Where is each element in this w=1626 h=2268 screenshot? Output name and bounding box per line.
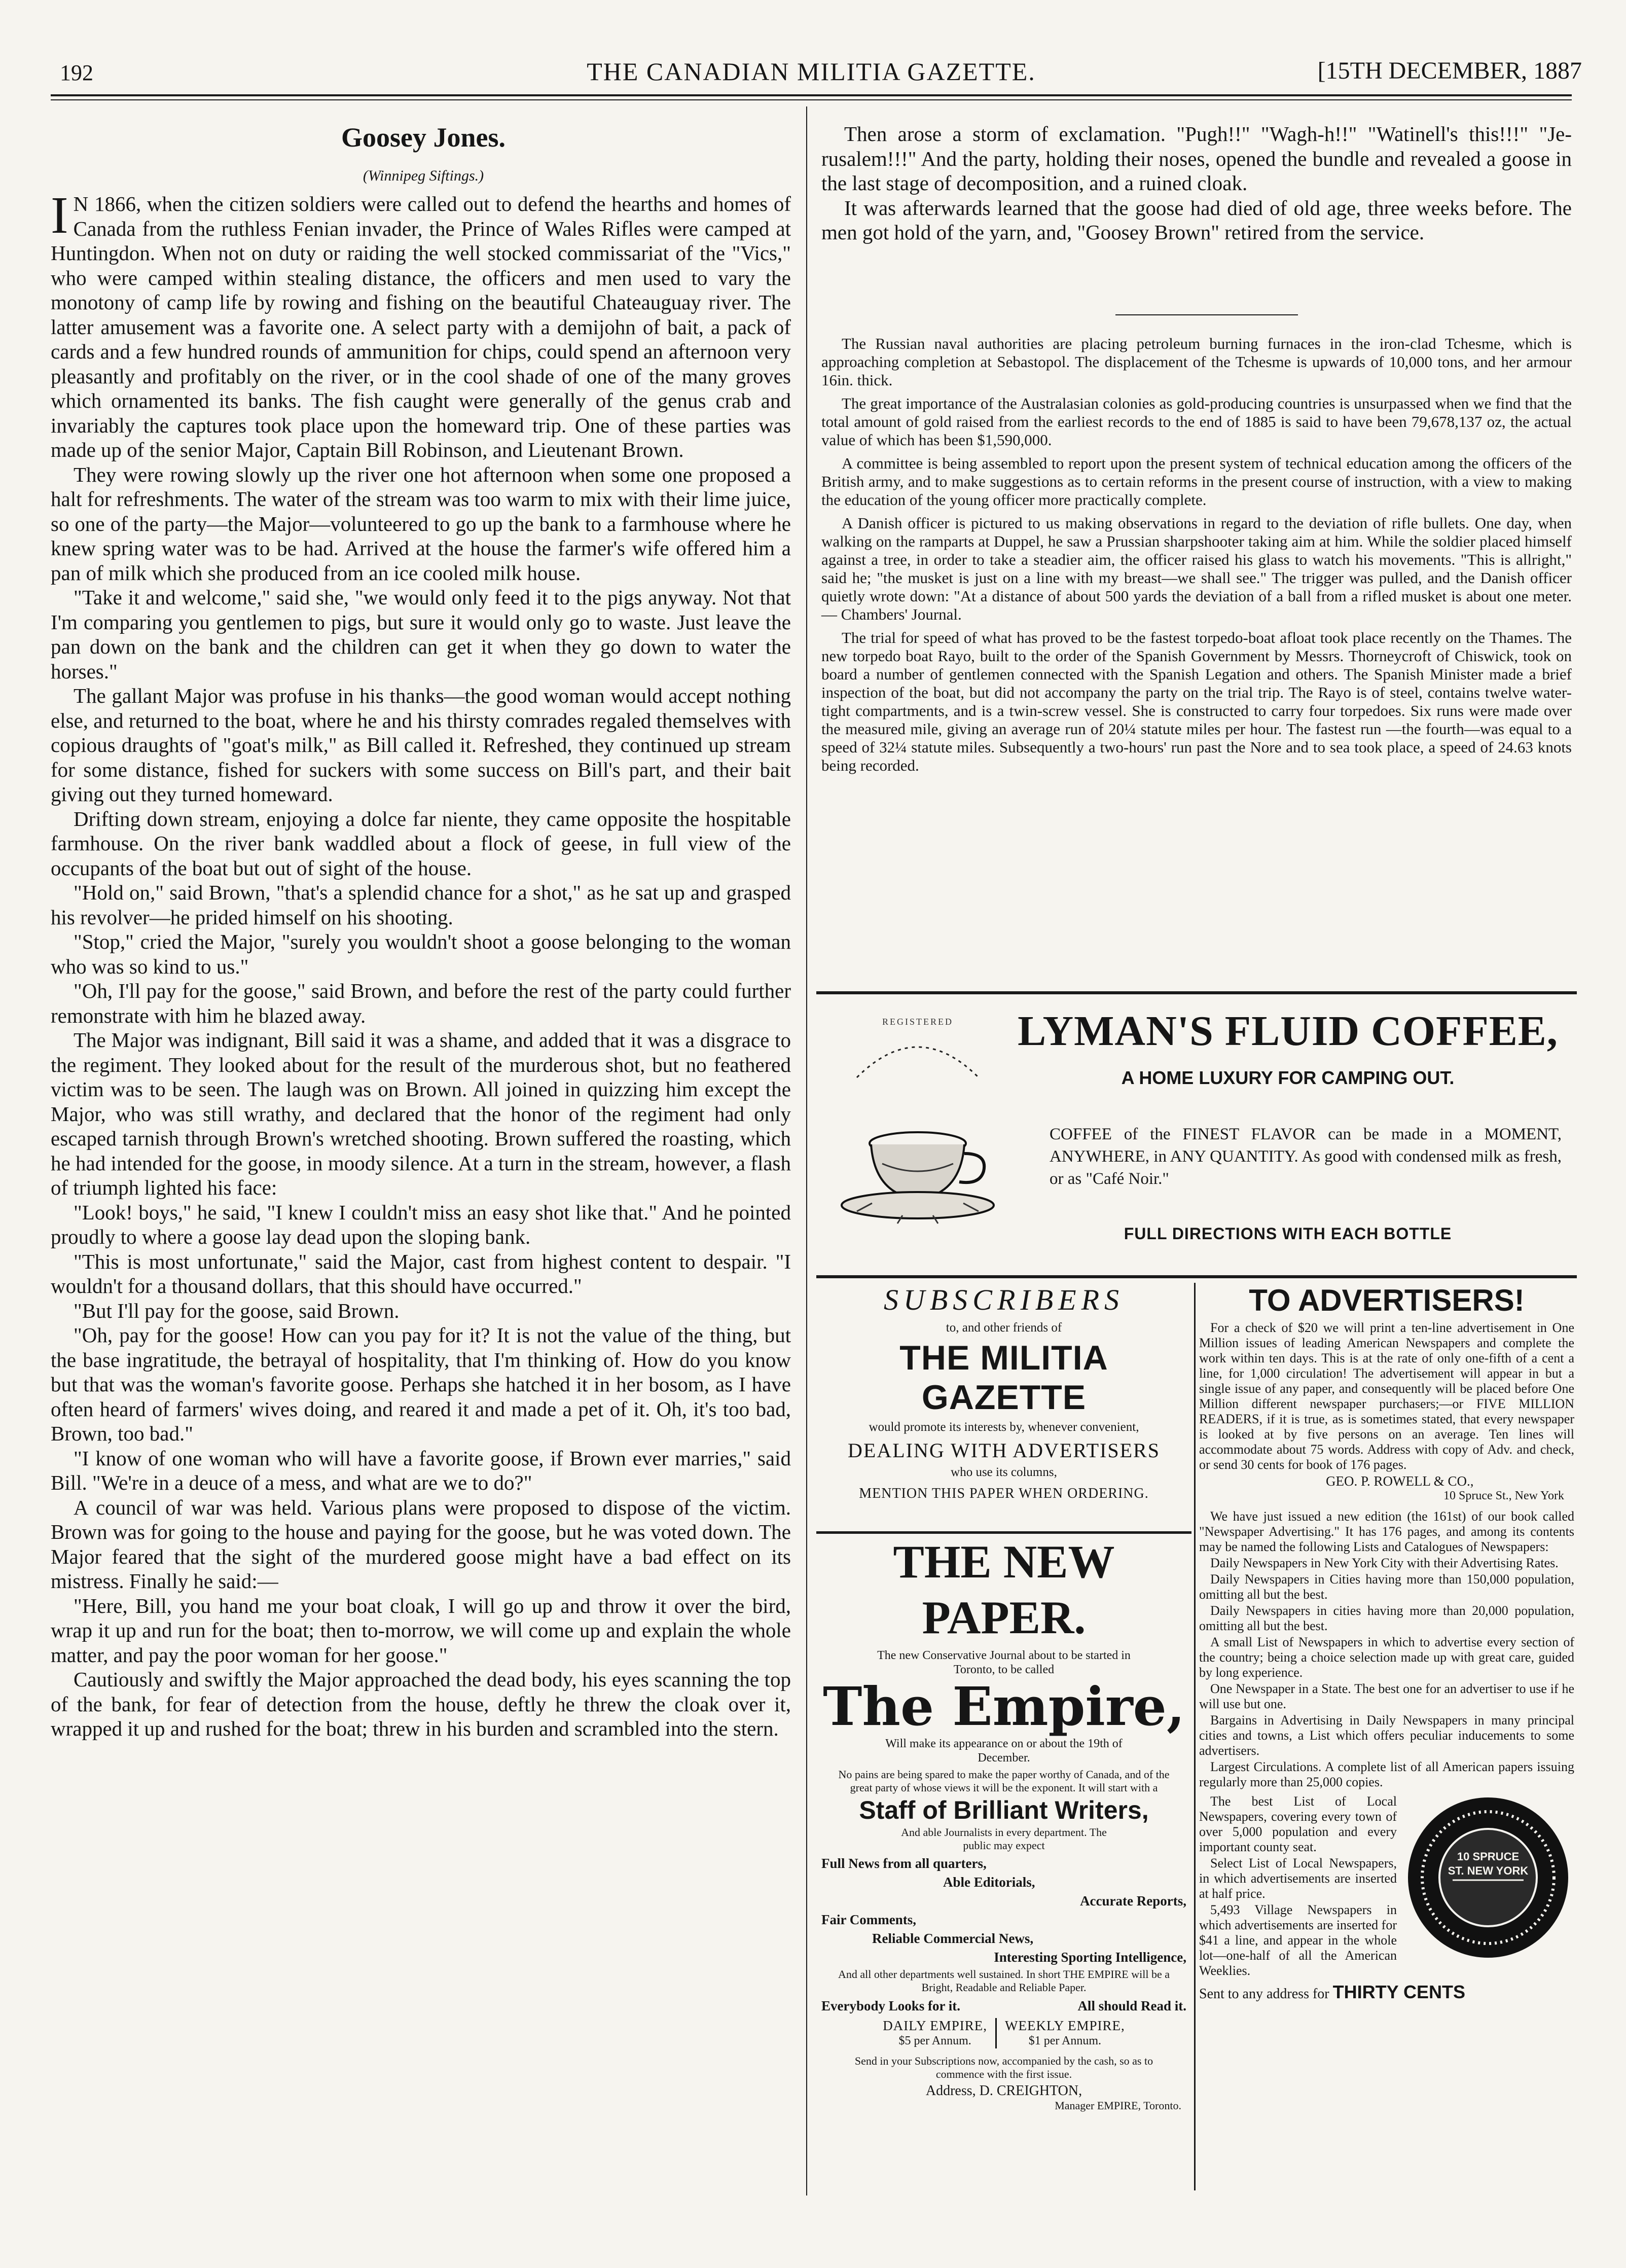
page-title: THE CANADIAN MILITIA GAZETTE. bbox=[587, 57, 1036, 86]
subscribers-gazette-name: THE MILITIA GAZETTE bbox=[899, 1339, 1108, 1417]
new-paper-intro: The new Conservative Journal about to be started in Toronto, to be called bbox=[877, 1649, 1131, 1676]
ad-column-divider bbox=[1194, 1283, 1196, 2190]
new-paper-everybody: Everybody Looks for it. bbox=[821, 1998, 961, 2013]
new-paper-line: No pains are being spared to make the paper worthy of Canada, and of the great party of whose views it will be the exponent. It will start with a bbox=[838, 1768, 1170, 1794]
story-paragraph: N 1866, when the citizen soldiers were called out to defend the hearths and homes of Canada from the ruthless Fenian invader, the Prince of Wales Rifles were camped at Huntingdon. When not on duty or raiding the well stocked commissariat of the "Vics," who were camped within stealing distance, the officers and men used to vary the monotony of camp life by rowing and fishing on the beautiful Chateauguay river. The latter amusement was a favorite one. A select party with a demijohn of bait, a pack of cards and a few hundred rounds of ammunition for chips, could spend an afternoon very pleasantly and profitably on the river, or in the cool shade of one of the many groves which ornamented its banks. The fish caught were generally of the genus crab and invariably the captures took place upon the homeward trip. One of these parties was made up of the senior Major, Captain Bill Robinson, and Lieutenant Brown. bbox=[51, 192, 791, 461]
news-notes bbox=[821, 335, 1572, 780]
advertisers-paragraph: The best List of Local Newspapers, covering every town of over 5,000 population and every important county seat. bbox=[1199, 1794, 1397, 1854]
story-paragraph: "Hold on," said Brown, "that's a splendid chance for a shot," as he sat up and grasped his revolver—he prided himself on his shooting. bbox=[51, 881, 791, 929]
advertisers-paragraph: Largest Circulations. A complete list of all American papers issuing regularly more than 25,000 copies. bbox=[1199, 1759, 1574, 1789]
ad-rule bbox=[816, 991, 1577, 994]
drop-cap: I bbox=[51, 192, 68, 244]
story-paragraph: The Major was indignant, Bill said it was a shame, and added that it was a disgrace to the regiment. They looked about for the result of the murderous shot, but no feathered victim was to be seen. The laugh was on Brown. All joined in quizzing him except the Major, who was still wrathy, and declared that the honor of the regiment had only escaped tarnish through Brown's wretched shooting. Brown suffered the roasting, which he had intended for the goose, in moody silence. At a turn in the stream, however, a flash of triumph lighted his face: bbox=[51, 1028, 791, 1199]
daily-empire: DAILY EMPIRE, bbox=[883, 2018, 988, 2033]
coffee-arc-label: REGISTERED bbox=[882, 1017, 953, 1027]
advertisers-paragraph: We have just issued a new edition (the 161st) of our book called "Newspaper Advertising." It has 176 pages, and among its contents may be named the following Lists and Catalogues of Newspapers: bbox=[1199, 1509, 1574, 1554]
news-note: A committee is being assembled to report upon the present system of technical education among the officers of the British army, and to make suggestions as to certain reforms in the present course of instruction, with a view to making the education of the young officer more practically complete. bbox=[821, 454, 1572, 509]
subscribers-line: to, and other friends of bbox=[946, 1321, 1062, 1335]
story-paragraph: Cautiously and swiftly the Major approached the dead body, his eyes scanning the top of the bank, for fear of detection from the house, deftly he threw the cloak over it, wrapped it up and rushed for the boat; threw in his burden and scrambled into the stern. bbox=[51, 1668, 791, 1740]
news-note: The trial for speed of what has proved to be the fastest torpedo-boat afloat took place recently on the Thames. The new torpedo boat Rayo, built to the order of the Spanish Government by Messrs. Thorneycroft of Chiswick, took on board a number of gentlemen connected with the Spanish Legation and others. The Spanish Minister made a brief inspection of the boat, but did not accompany the party on the trial trip. The Rayo is of steel, contains twelve water-tight compartments, and is a twin-screw vessel. She is constructed to carry four torpedoes. Six runs were made over the measured mile, giving an average run of 20¼ statute miles per hour. The fastest run —the fourth—was equal to a speed of 32¼ statute miles. Subsequently a two-hours' run past the Nore and to sea took place, a speed of 24.63 knots being recorded. bbox=[821, 629, 1572, 774]
coffee-ad-title: LYMAN'S FLUID COFFEE, bbox=[1018, 1007, 1558, 1055]
new-paper-should: All should Read it. bbox=[1077, 1998, 1186, 2013]
advertisers-title: TO ADVERTISERS! bbox=[1249, 1283, 1525, 1317]
story-continued bbox=[821, 122, 1572, 245]
coffee-ad bbox=[816, 996, 1577, 1273]
story-paragraph: "Look! boys," he said, "I knew I couldn't miss an easy shot like that." And he pointed proudly to where a goose lay dead upon the sloping bank. bbox=[51, 1200, 791, 1248]
advertisers-signature: GEO. P. ROWELL & CO., bbox=[1326, 1473, 1474, 1489]
issue-date: [15TH DECEMBER, 1887 bbox=[1317, 57, 1582, 84]
coffee-ad-subtitle: A HOME LUXURY FOR CAMPING OUT. bbox=[1121, 1067, 1455, 1088]
news-note: A Danish officer is pictured to us making observations in regard to the deviation of rifle bullets. One day, when walking on the ramparts at Duppel, he saw a Prussian sharpshooter taking aim at him. While the soldier placed himself against a tree, in order to take a steadier aim, the officer raised his glass to watch his movements. "This is allright," said he; "the musket is just on a line with my breast—we shall see." The trigger was pulled, and the Danish officer quietly wrote down: "At a distance of about 500 yards the deviation of a ball from a rifled musket is about one meter. — Chambers' Journal. bbox=[821, 514, 1572, 623]
story-paragraph: The gallant Major was profuse in his thanks—the good woman would accept nothing else, and returned to the boat, where he and his thirsty comrades regaled themselves with copious draughts of "goat's milk," as Bill called it. Refreshed, they continued up stream for some distance, fished for suckers with some success on Bill's part, and their bait giving out they turned homeward. bbox=[51, 684, 791, 806]
story-paragraph: "Oh, I'll pay for the goose," said Brown, and before the rest of the party could further remonstrate with him he blazed away. bbox=[51, 979, 791, 1027]
new-paper-manager: Manager EMPIRE, Toronto. bbox=[1055, 2099, 1181, 2112]
new-paper-title: THE NEW PAPER. bbox=[893, 1536, 1115, 1643]
coffee-cup-illustration bbox=[826, 1017, 1009, 1230]
new-paper-feature: Interesting Sporting Intelligence, bbox=[994, 1950, 1186, 1965]
advertisers-address: 10 Spruce St., New York bbox=[1443, 1489, 1564, 1502]
advertisers-paragraph: Daily Newspapers in cities having more than 20,000 population, omitting all but the best. bbox=[1199, 1603, 1574, 1633]
story-paragraph: They were rowing slowly up the river one hot afternoon when some one proposed a halt for refreshments. The water of the stream was too warm to mix with their lime juice, so one of the party—the Major—volunteered to go up the bank to a farmhouse where he knew spring water was to be had. Arrived at the house the farmer's wife offered him a pan of milk which she produced from an ice cooled milk house. bbox=[51, 462, 791, 585]
advertisers-paragraph: Select List of Local Newspapers, in which advertisements are inserted at half price. bbox=[1199, 1856, 1397, 1901]
column-divider bbox=[806, 106, 807, 2195]
header-rule-thin bbox=[51, 99, 1572, 100]
advertisers-paragraph: Daily Newspapers in New York City with their Advertising Rates. bbox=[1210, 1556, 1559, 1570]
story-paragraph: "Oh, pay for the goose! How can you pay for it? It is not the value of the thing, but the base ingratitude, the betrayal of hospitality, that I'm thinking of. How do you know but that was the woman's favorite goose. Perhaps she hatched it in her bosom, as I have often heard of farmers' wives doing, and reared it and made a pet of it. Oh, it's too bad, Brown, too bad." bbox=[51, 1323, 791, 1445]
ad-rule bbox=[816, 1275, 1577, 1278]
story-paragraph: "I know of one woman who will have a favorite goose, if Brown ever marries," said Bill. "We're in a deuce of a mess, and what are we to do?" bbox=[51, 1446, 791, 1494]
new-paper-line: Will make its appearance on or about the 19th of December. bbox=[885, 1737, 1123, 1765]
story-paragraph: "Stop," cried the Major, "surely you wouldn't shoot a goose belonging to the woman who was so kind to us." bbox=[51, 930, 791, 978]
new-paper-line: And all other departments well sustained. In short THE EMPIRE will be a Bright, Readable and Reliable Paper. bbox=[838, 1968, 1170, 1994]
new-paper-feature: Fair Comments, bbox=[821, 1912, 916, 1927]
story-paragraph: A council of war was held. Various plans were proposed to dispose of the victim. Brown was for going to the house and paying for the goose, but he was voted down. The Major feared that the sight of the murdered goose might have a bad effect on its mistress. Finally he said:— bbox=[51, 1495, 791, 1593]
news-note: The great importance of the Australasian colonies as gold-producing countries is unsurpassed when we find that the total amount of gold raised from the earliest records to the end of 1885 is said to have been 79,678,137 oz, the actual value of which has been $1,590,000. bbox=[821, 394, 1572, 449]
news-note: The Russian naval authorities are placing petroleum burning furnaces in the iron-clad Tchesme, which is approaching completion at Sebastopol. The displacement of the Tchesme is upwards of 10,000 tons, and her armour 16in. thick. bbox=[821, 335, 1572, 389]
new-paper-send: Send in your Subscriptions now, accompanied by the cash, so as to commence with the first issue. bbox=[854, 2055, 1153, 2080]
advertisers-body: For a check of $20 we will print a ten-line advertisement in One Million issues of leading American Newspapers and complete the work within ten days. This is at the rate of only one-fifth of a cent a line, for 1,000 circulation! The advertisement will appear in but a single issue of any paper, and consequently will be placed before One Million different newspaper purchasers;—or FIVE MILLION READERS, if it is true, as is sometimes stated, that every newspaper is looked at by five persons on an average. Ten lines will accommodate about 75 words. Address with copy of Adv. and check, or send 30 cents for book of 176 pages. bbox=[1199, 1320, 1574, 1472]
daily-price: $5 per Annum. bbox=[898, 2034, 971, 2047]
empire-name: The Empire, bbox=[822, 1675, 1185, 1738]
story-source: (Winnipeg Siftings.) bbox=[363, 167, 484, 184]
new-paper-feature: Accurate Reports, bbox=[1080, 1893, 1186, 1909]
story-paragraph: Drifting down stream, enjoying a dolce far niente, they came opposite the hospitable farmhouse. On the river bank waddled about a flock of geese, in full view of the occupants of the boat but out of sight of the house. bbox=[51, 807, 791, 880]
new-paper-staff: Staff of Brilliant Writers, bbox=[859, 1796, 1149, 1824]
advertisers-price: THIRTY CENTS bbox=[1332, 1982, 1465, 2002]
advertisers-send: Sent to any address for bbox=[1199, 1986, 1329, 2002]
story-paragraph: "Here, Bill, you hand me your boat cloak, I will go up and throw it over the bird, wrap it up and run for the boat; then to-morrow, we will come up and explain the whole matter, and pay the poor woman for her goose." bbox=[51, 1594, 791, 1667]
header-rule bbox=[51, 94, 1572, 96]
subscribers-line: who use its columns, bbox=[951, 1465, 1057, 1479]
story-paragraph: "This is most unfortunate," said the Major, cast from highest content to despair. "I wouldn't for a thousand dollars, that this should have occurred." bbox=[51, 1249, 791, 1298]
weekly-price: $1 per Annum. bbox=[1028, 2034, 1102, 2047]
new-paper-feature: Full News from all quarters, bbox=[821, 1856, 987, 1871]
advertisers-paragraph: A small List of Newspapers in which to advertise every section of the country; being a choice selection made up with great care, guided by long experience. bbox=[1199, 1635, 1574, 1680]
subscribers-line: would promote its interests by, whenever convenient, bbox=[869, 1420, 1139, 1434]
advertisers-paragraph: Daily Newspapers in Cities having more than 150,000 population, omitting all but the best. bbox=[1199, 1572, 1574, 1602]
story-title: Goosey Jones. bbox=[341, 122, 505, 153]
section-rule bbox=[1115, 314, 1298, 315]
story-paragraph: It was afterwards learned that the goose had died of old age, three weeks before. The men got hold of the yarn, and, "Goosey Brown" retired from the service. bbox=[821, 196, 1572, 244]
subscribers-dealing: DEALING WITH ADVERTISERS bbox=[848, 1439, 1160, 1462]
story-paragraph: "But I'll pay for the goose, said Brown. bbox=[74, 1299, 400, 1322]
new-paper-feature: Reliable Commercial News, bbox=[872, 1931, 1034, 1946]
story-paragraph: Then arose a storm of exclamation. "Pugh!!" "Wagh-h!!" "Watinell's this!!!" "Je-rusalem!!!" And the party, holding their noses, opened the bundle and revealed a goose in the last stage of decomposition, and a ruined cloak. bbox=[821, 122, 1572, 195]
coffee-ad-footer: FULL DIRECTIONS WITH EACH BOTTLE bbox=[1124, 1225, 1452, 1243]
weekly-empire: WEEKLY EMPIRE, bbox=[1005, 2018, 1125, 2033]
advertisers-paragraph: 5,493 Village Newspapers in which advertisements are inserted for $41 a line, and appear in the whole lot—one-half of all the American Weeklies. bbox=[1199, 1902, 1397, 1978]
subscribers-ad bbox=[816, 1283, 1191, 1502]
subscribers-mention: MENTION THIS PAPER WHEN ORDERING. bbox=[859, 1486, 1149, 1501]
story-paragraph: "Take it and welcome," said she, "we would only feed it to the pigs anyway. Not that I'm comparing you gentlemen to pigs, but sure it would only go to waste. Just leave the pan down on the bank and the children can get it when they go down to water the horses." bbox=[51, 586, 791, 683]
coffee-ad-body: COFFEE of the FINEST FLAVOR can be made in a MOMENT, ANYWHERE, in ANY QUANTITY. As good with condensed milk as fresh, or as "Café Noir." bbox=[1050, 1125, 1562, 1188]
subscribers-heading: SUBSCRIBERS bbox=[883, 1283, 1125, 1316]
new-paper-feature: Able Editorials, bbox=[943, 1875, 1035, 1890]
page-number: 192 bbox=[60, 60, 93, 85]
new-paper-ad bbox=[816, 1534, 1191, 2112]
advertisers-paragraph: Bargains in Advertising in Daily Newspapers in many principal cities and towns, a List which offers peculiar inducements to some advertisers. bbox=[1199, 1713, 1574, 1758]
advertisers-paragraph: One Newspaper in a State. The best one for an advertiser to use if he will use but one. bbox=[1199, 1681, 1574, 1711]
new-paper-line: And able Journalists in every department. The public may expect bbox=[901, 1826, 1107, 1852]
new-paper-address: Address, D. CREIGHTON, bbox=[925, 2083, 1082, 2099]
advertisers-ad bbox=[1199, 1283, 1574, 2003]
rowell-seal-text: 10 SPRUCE ST. NEW YORK bbox=[1448, 1850, 1529, 1877]
story-body bbox=[51, 192, 791, 2189]
